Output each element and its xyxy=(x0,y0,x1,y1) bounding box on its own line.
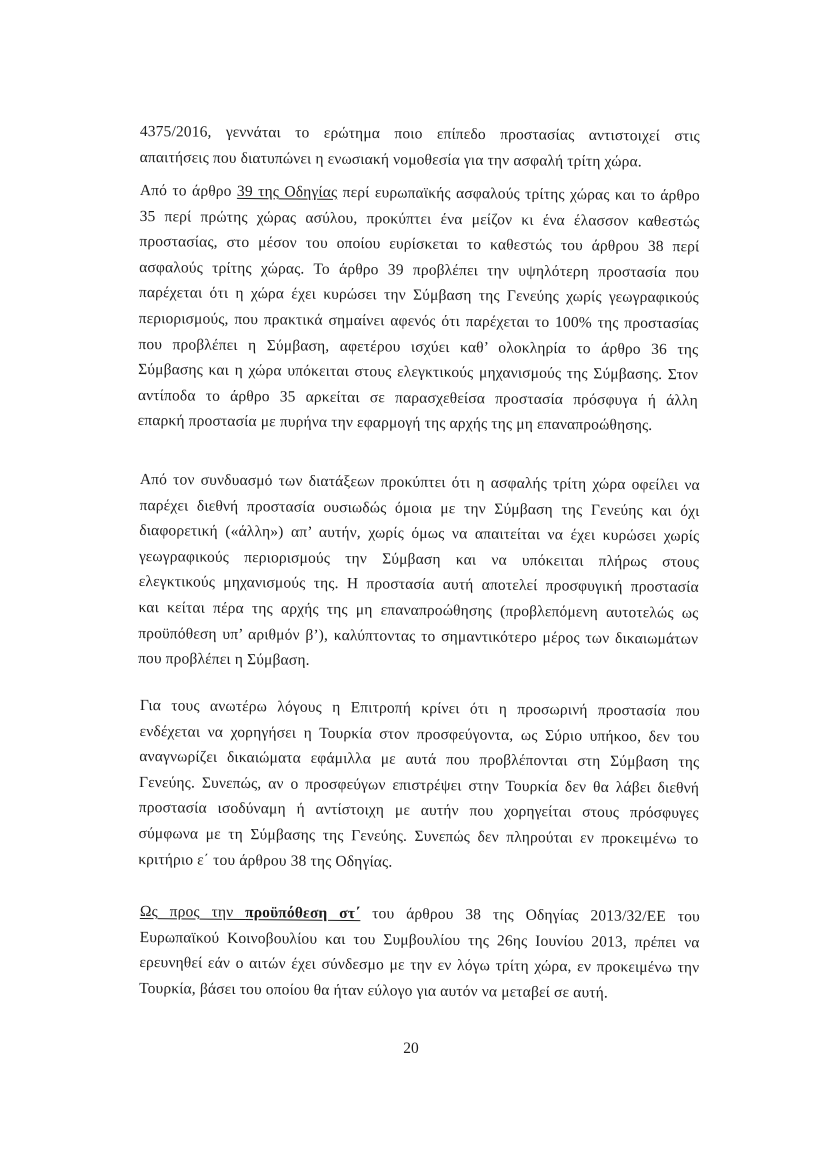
condition-heading xyxy=(140,903,361,922)
text-line: αναγνωρίζει δικαιώματα εφάμιλλα με αυτά που προβλέπονται στη Σύμβαση της xyxy=(139,748,700,772)
text-line: Σύμβασης και η χώρα υπόκειται στους ελεγκτικούς μηχανισμούς της Σύμβασης. Στον xyxy=(138,361,699,384)
paragraph-1 xyxy=(140,119,700,175)
text-line: και κείται πέρα της αρχής της μη επαναπροώθησης (προβλεπόμενη αυτοτελώς ως xyxy=(138,598,699,622)
text-line: ελεγκτικούς μηχανισμούς της. Η προστασία αυτή αποτελεί προσφυγική προστασία xyxy=(138,573,699,597)
page-number: 20 xyxy=(403,1040,419,1057)
text-line: προστασία ισοδύναμη ή αντίστοιχη με αυτήν που χορηγείται στους πρόσφυγες xyxy=(138,799,699,823)
article-39-reference: 39 της Οδηγίας xyxy=(236,182,338,201)
text-run: Ως προς την xyxy=(139,902,246,922)
text-line: Από τον συνδυασμό των διατάξεων προκύπτει ότι η ασφαλής τρίτη χώρα οφείλει να xyxy=(139,470,700,494)
text-line: επαρκή προστασία με πυρήνα την εφαρμογή της αρχής της μη επαναπροώθησης. xyxy=(137,412,653,435)
paragraph-4 xyxy=(138,693,700,878)
text-line: Τουρκία, βάσει του οποίου θα ήταν εύλογο για αυτόν να μεταβεί σε αυτή. xyxy=(139,979,609,1002)
text-line: προϋπόθεση υπ’ αριθμόν β’), καλύπτοντας το σημαντικότερο μέρος των δικαιωμάτων xyxy=(138,624,699,648)
text-line: ενδέχεται να χορηγήσει η Τουρκία στον προσφεύγοντα, ως Σύριο υπήκοο, δεν του xyxy=(139,722,700,746)
text-line: Ευρωπαϊκού Κοινοβουλίου και του Συμβουλίου της 26ης Ιουνίου 2013, πρέπει να xyxy=(139,928,700,951)
paragraph-2 xyxy=(138,178,700,439)
text-line: διαφορετική («άλλη») απ’ αυτήν, χωρίς όμως να απαιτείται να έχει κυρώσει χωρίς xyxy=(139,522,700,546)
text-line: αντίποδα το άρθρο 35 αρκείται σε παρασχεθείσα προστασία πρόσφυγα ή άλλη xyxy=(137,386,698,410)
text-run: περί ευρωπαϊκής ασφαλούς τρίτης χώρας και το άρθρο xyxy=(337,183,700,205)
text-line: παρέχεται ότι η χώρα έχει κυρώσει την Σύμβαση της Γενεύης χωρίς γεωγραφικούς xyxy=(138,284,699,307)
text-run: του άρθρου 38 της Οδηγίας 2013/32/ΕΕ του xyxy=(360,905,700,926)
text-line: ασφαλούς τρίτης χώρας. Το άρθρο 39 προβλέπει την υψηλότερη προστασία που xyxy=(139,258,700,282)
text-line: που προβλέπει η Σύμβαση, αφετέρου ισχύει καθ’ ολοκληρία το άρθρο 36 της xyxy=(138,335,699,358)
text-line: Γενεύης. Συνεπώς, αν ο προσφεύγων επιστρέψει στην Τουρκία δεν θα λάβει διεθνή xyxy=(138,773,700,797)
paragraph-3 xyxy=(138,467,700,678)
text-line: 35 περί πρώτης χώρας ασύλου, προκύπτει ένα μείζον κι ένα έλασσον καθεστώς xyxy=(139,207,700,230)
text-line: 4375/2016, γεννάται το ερώτημα ποιο επίπεδο προστασίας αντιστοιχεί στις xyxy=(139,122,700,145)
text-line: κριτήριο ε΄ του άρθρου 38 της Οδηγίας. xyxy=(138,850,393,871)
text-line: απαιτήσεις που διατυπώνει η ενωσιακή νομοθεσία για την ασφαλή τρίτη χώρα. xyxy=(139,148,642,170)
paragraph-5 xyxy=(139,899,700,1007)
condition-label: προϋπόθεση στ΄ xyxy=(245,904,361,923)
text-line: προστασίας, στο μέσον του οποίου ευρίσκεται το καθεστώς του άρθρου 38 περί xyxy=(139,233,700,256)
text-run: Από το άρθρο xyxy=(139,181,238,200)
text-line: Για τους ανωτέρω λόγους η Επιτροπή κρίνει ότι η προσωρινή προστασία που xyxy=(139,696,700,720)
text-line: που προβλέπει η Σύμβαση. xyxy=(137,650,310,669)
text-line: παρέχει διεθνή προστασία ουσιωδώς όμοια με την Σύμβαση της Γενεύης και όχι xyxy=(139,496,700,520)
text-line: περιορισμούς, που πρακτικά σημαίνει αφενός ότι παρέχεται το 100% της προστασίας xyxy=(138,309,699,333)
text-line: ερευνηθεί εάν ο αιτών έχει σύνδεσμο με την εν λόγω τρίτη χώρα, εν προκειμένω την xyxy=(139,954,700,977)
text-line: γεωγραφικούς περιορισμούς την Σύμβαση και να υπόκειται πλήρως στους xyxy=(138,547,700,571)
text-line: σύμφωνα με τη Σύμβασης της Γενεύης. Συνεπώς δεν πληρούται εν προκειμένω το xyxy=(138,824,699,848)
